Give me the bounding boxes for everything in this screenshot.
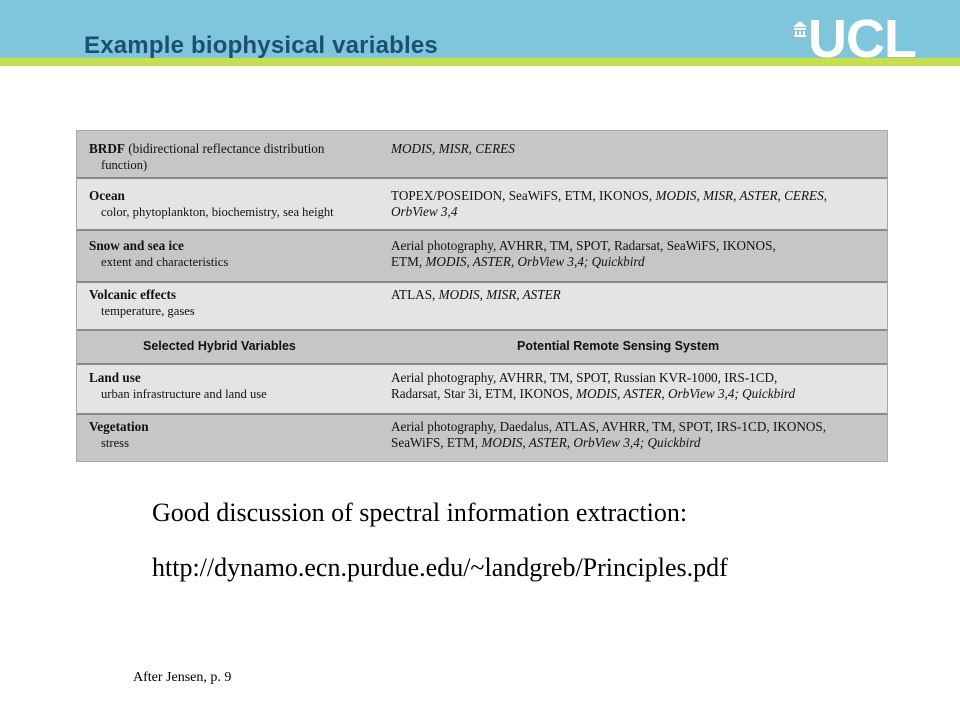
variable-cell [89,287,379,319]
sensor-text-line1: Aerial photography, AVHRR, TM, SPOT, Radarsat, SeaWiFS, IKONOS, [391,238,776,253]
sensor-cell [391,419,881,451]
sensor-text: ETM, [391,254,426,269]
sensor-text-line1: Aerial photography, Daedalus, ATLAS, AVHRR, TM, SPOT, IRS-1CD, IKONOS, [391,419,827,434]
variable-description: stress [101,436,129,450]
table-row [77,283,887,329]
slide-title: Example biophysical variables [84,32,438,59]
variable-description: temperature, gases [101,304,195,318]
sensor-text: TOPEX/POSEIDON, SeaWiFS, ETM, IKONOS, [391,188,656,203]
variable-cell [89,188,379,220]
variable-name: BRDF [89,141,125,156]
variable-description: color, phytoplankton, biochemistry, sea height [101,205,334,219]
sensor-text-italic: MODIS, MISR, ASTER, CERES, [655,188,827,203]
hybrid-header-row [77,331,887,363]
variable-name: Snow and sea ice [89,238,184,253]
variable-name: Land use [89,370,141,385]
source-footnote: After Jensen, p. 9 [133,670,232,685]
table-row [77,131,887,177]
sensor-text-italic: MODIS, MISR, ASTER [438,287,561,302]
sensor-text-italic: MODIS, ASTER, OrbView 3,4; Quickbird [575,386,796,401]
variable-name-rest: (bidirectional reflectance distribution [124,141,325,156]
sensor-text: ATLAS, [391,287,439,302]
hybrid-header-right: Potential Remote Sensing System [517,339,720,353]
variable-name: Vegetation [89,419,149,434]
sensor-text: SeaWiFS, ETM, [391,435,482,450]
sensor-cell [391,238,881,270]
sensor-text-italic: MODIS, ASTER, OrbView 3,4; Quickbird [481,435,701,450]
table-row [77,415,887,462]
table-row [77,231,887,281]
table-row [77,365,887,413]
variable-name: Volcanic effects [89,287,177,302]
variable-description: extent and characteristics [101,255,229,269]
variable-description: function) [101,158,148,172]
logo-text: UCL [808,9,916,69]
table-row [77,179,887,229]
variable-name: Ocean [89,188,125,203]
sensor-cell [391,370,881,402]
variable-cell [89,141,379,173]
sensor-text-line1: Aerial photography, AVHRR, TM, SPOT, Russian KVR-1000, IRS-1CD, [391,370,778,385]
sensor-text: Radarsat, Star 3i, ETM, IKONOS, [391,386,576,401]
variables-table [76,130,888,462]
variable-cell [89,370,379,402]
variable-cell [89,419,379,451]
ucl-logo [792,9,942,69]
discussion-text: Good discussion of spectral information extraction: [152,498,688,527]
sensor-text-italic: MODIS, ASTER, OrbView 3,4; Quickbird [425,254,645,269]
portico-icon [792,20,808,38]
reference-url[interactable]: http://dynamo.ecn.purdue.edu/~landgreb/Principles.pdf [152,553,728,582]
sensor-cell [391,287,881,303]
sensor-text-italic-line2: OrbView 3,4 [391,204,458,219]
variable-description: urban infrastructure and land use [101,387,267,401]
variable-cell [89,238,379,270]
sensor-cell [391,188,881,220]
hybrid-header-left: Selected Hybrid Variables [143,339,296,353]
sensor-cell: MODIS, MISR, CERES [391,141,515,156]
